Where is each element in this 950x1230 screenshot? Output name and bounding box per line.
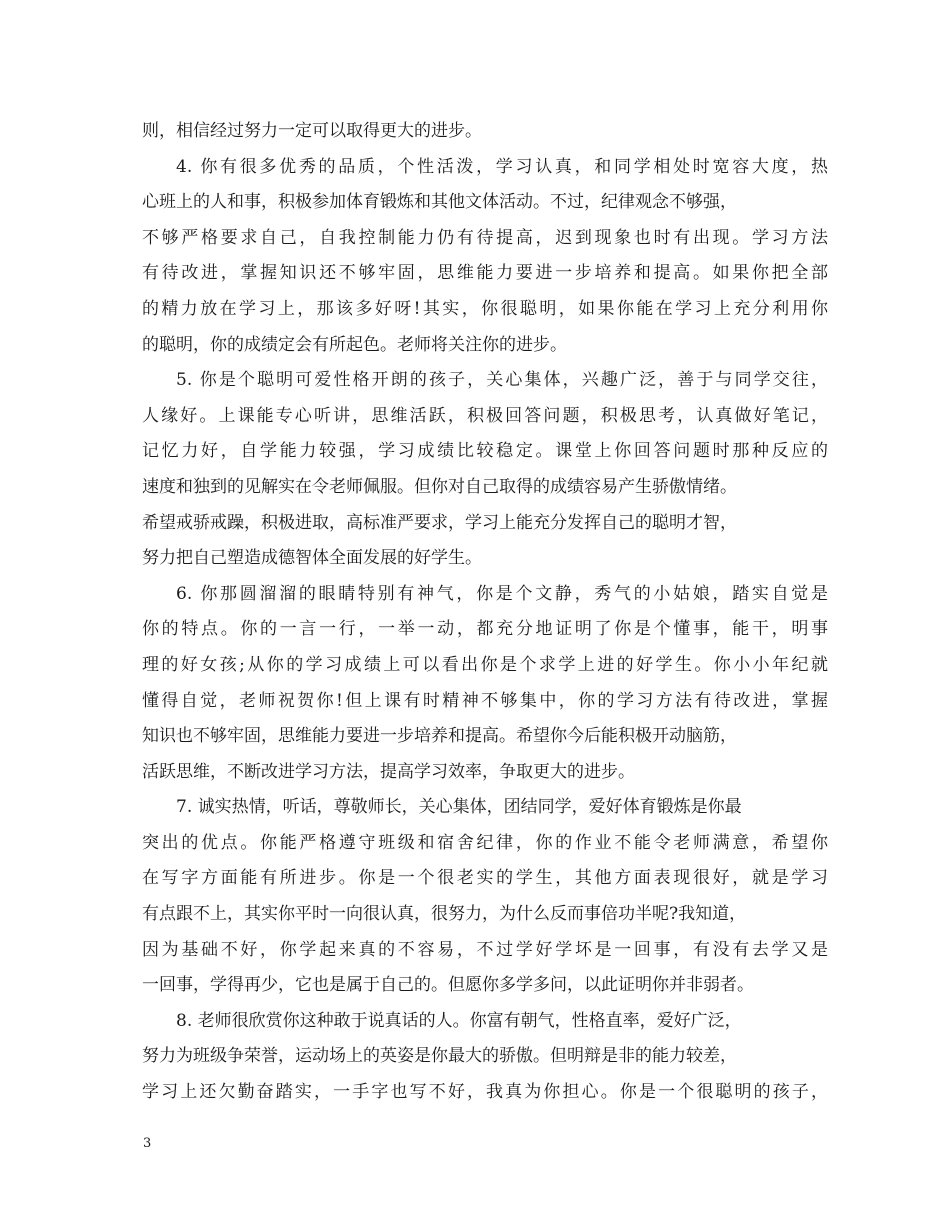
text-line: 有点跟不上，其实你平时一向很认真，很努力，为什么反而事倍功半呢?我知道， <box>142 904 747 925</box>
text-line: 知识也不够牢固，思维能力要进一步培养和提高。希望你今后能积极开动脑筋， <box>142 726 737 747</box>
text-line: 希望戒骄戒躁，积极进取，高标准严要求，学习上能充分发挥自己的聪明才智， <box>142 512 737 533</box>
text-line: 你的特点。你的一言一行，一举一动，都充分地证明了你是个懂事，能干，明事 <box>142 619 828 640</box>
text-line: 的聪明，你的成绩定会有所起色。老师将关注你的进步。 <box>142 334 567 355</box>
text-line: 的精力放在学习上，那该多好呀!其实，你很聪明，如果你能在学习上充分利用你 <box>142 298 828 319</box>
text-line: 速度和独到的见解实在令老师佩服。但你对自己取得的成绩容易产生骄傲情绪。 <box>142 476 737 497</box>
text-line: 活跃思维，不断改进学习方法，提高学习效率，争取更大的进步。 <box>142 761 635 782</box>
text-line: 不够严格要求自己，自我控制能力仍有待提高，迟到现象也时有出现。学习方法 <box>142 227 828 248</box>
text-line: 则，相信经过努力一定可以取得更大的进步。 <box>142 121 482 141</box>
paragraph-first-line: 8. 老师很欣赏你这种敢于说真话的人。你富有朝气，性格直率，爱好广泛， <box>176 1010 742 1031</box>
paragraph-first-line: 5. 你是个聪明可爱性格开朗的孩子，关心集体，兴趣广泛，善于与同学交往， <box>176 370 828 391</box>
text-line: 一回事，学得再少，它也是属于自己的。但愿你多学多问，以此证明你并非弱者。 <box>142 975 754 996</box>
text-line: 心班上的人和事，积极参加体育锻炼和其他文体活动。不过，纪律观念不够强， <box>142 192 737 213</box>
text-line: 学习上还欠勤奋踏实，一手字也写不好，我真为你担心。你是一个很聪明的孩子， <box>142 1082 828 1103</box>
page-number: 3 <box>143 1136 152 1151</box>
text-line: 因为基础不好，你学起来真的不容易，不过学好学坏是一回事，有没有去学又是 <box>142 939 828 960</box>
text-line: 努力把自己塑造成德智体全面发展的好学生。 <box>142 548 482 569</box>
document-body <box>142 114 828 1111</box>
paragraph-first-line: 4. 你有很多优秀的品质，个性活泼，学习认真，和同学相处时宽容大度，热 <box>176 156 828 177</box>
paragraph-first-line: 7. 诚实热情，听话，尊敬师长，关心集体，团结同学，爱好体育锻炼是你最 <box>176 797 742 818</box>
text-line: 记忆力好，自学能力较强，学习成绩比较稳定。课堂上你回答问题时那种反应的 <box>142 441 828 462</box>
text-line: 在写字方面能有所进步。你是一个很老实的学生，其他方面表现很好，就是学习 <box>142 868 828 889</box>
text-line: 懂得自觉，老师祝贺你!但上课有时精神不够集中，你的学习方法有待改进，掌握 <box>142 690 828 711</box>
text-line: 人缘好。上课能专心听讲，思维活跃，积极回答问题，积极思考，认真做好笔记， <box>142 405 828 426</box>
text-line: 努力为班级争荣誉，运动场上的英姿是你最大的骄傲。但明辩是非的能力较差， <box>142 1046 737 1067</box>
paragraph-first-line: 6. 你那圆溜溜的眼睛特别有神气，你是个文静，秀气的小姑娘，踏实自觉是 <box>176 583 828 604</box>
text-line: 突出的优点。你能严格遵守班级和宿舍纪律，你的作业不能令老师满意，希望你 <box>142 832 828 853</box>
text-line: 有待改进，掌握知识还不够牢固，思维能力要进一步培养和提高。如果你把全部 <box>142 263 828 284</box>
text-line: 理的好女孩;从你的学习成绩上可以看出你是个求学上进的好学生。你小小年纪就 <box>142 654 828 675</box>
